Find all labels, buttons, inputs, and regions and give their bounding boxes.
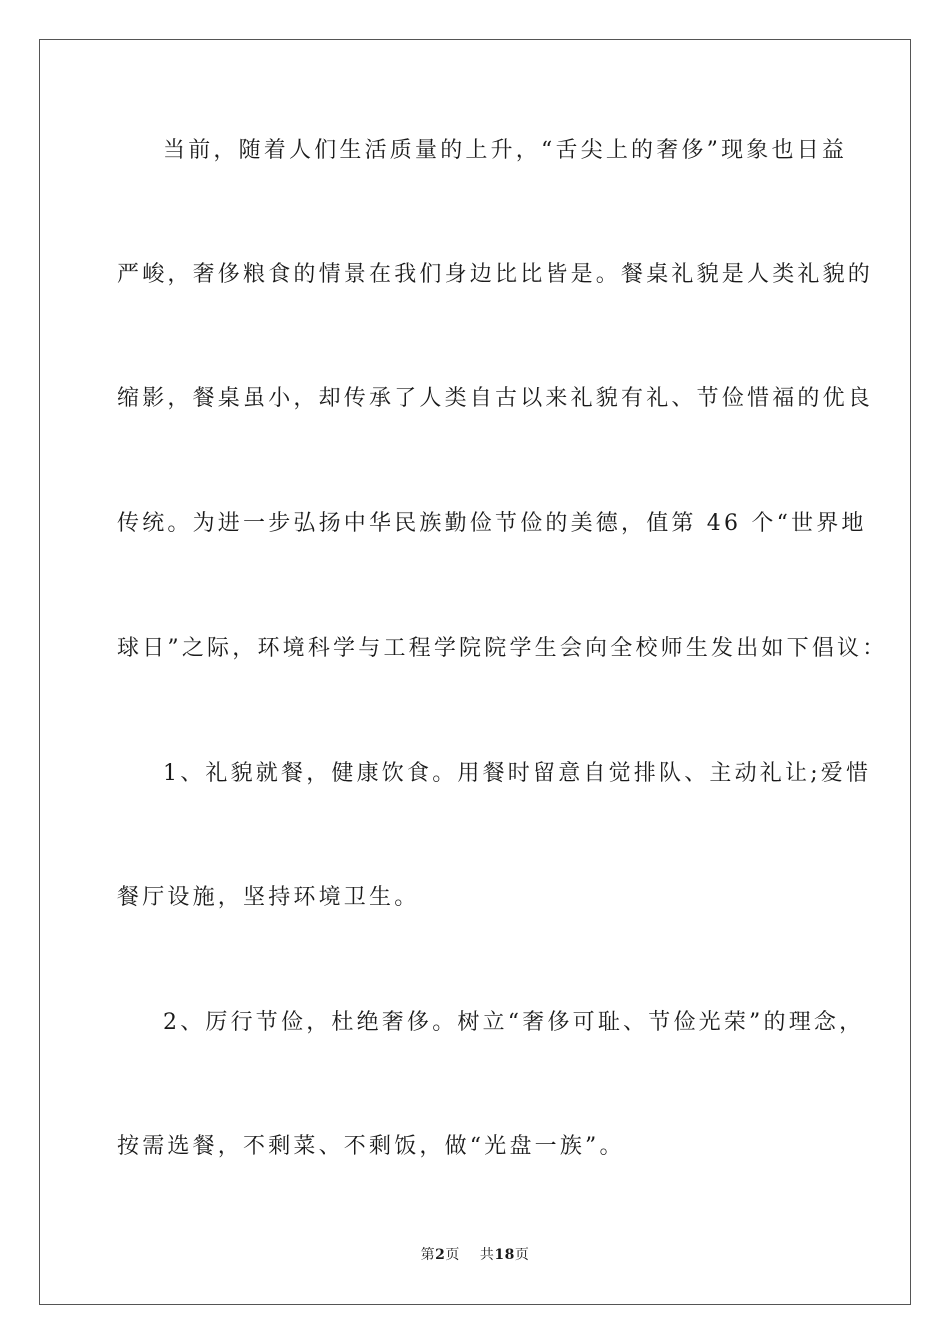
page-total: 18	[494, 1247, 515, 1263]
paragraph-1-line-2: 严峻，奢侈粮食的情景在我们身边比比皆是。餐桌礼貌是人类礼貌的	[117, 262, 874, 287]
total-suffix: 页	[514, 1247, 530, 1263]
item-2-line-1: 2、厉行节俭，杜绝奢侈。树立“奢侈可耻、节俭光荣”的理念，	[163, 1010, 865, 1035]
total-prefix: 共	[479, 1247, 495, 1263]
page-border	[39, 39, 911, 1305]
paragraph-1-line-1: 当前，随着人们生活质量的上升，“舌尖上的奢侈”现象也日益	[163, 138, 848, 163]
item-2-line-2: 按需选餐，不剩菜、不剩饭，做“光盘一族”。	[117, 1134, 625, 1159]
item-1-line-2: 餐厅设施，坚持环境卫生。	[117, 885, 420, 910]
paragraph-1-line-3: 缩影，餐桌虽小，却传承了人类自古以来礼貌有礼、节俭惜福的优良	[117, 386, 874, 411]
page-suffix: 页	[445, 1247, 460, 1263]
paragraph-1-line-4: 传统。为进一步弘扬中华民族勤俭节俭的美德，值第 46 个“世界地	[117, 511, 867, 536]
page-prefix: 第	[420, 1247, 436, 1263]
page-number: 2	[435, 1247, 446, 1263]
page-footer	[0, 1246, 950, 1264]
item-1-line-1: 1、礼貌就餐，健康饮食。用餐时留意自觉排队、主动礼让;爱惜	[163, 761, 872, 786]
paragraph-1-line-5: 球日”之际，环境科学与工程学院院学生会向全校师生发出如下倡议：	[117, 636, 888, 661]
